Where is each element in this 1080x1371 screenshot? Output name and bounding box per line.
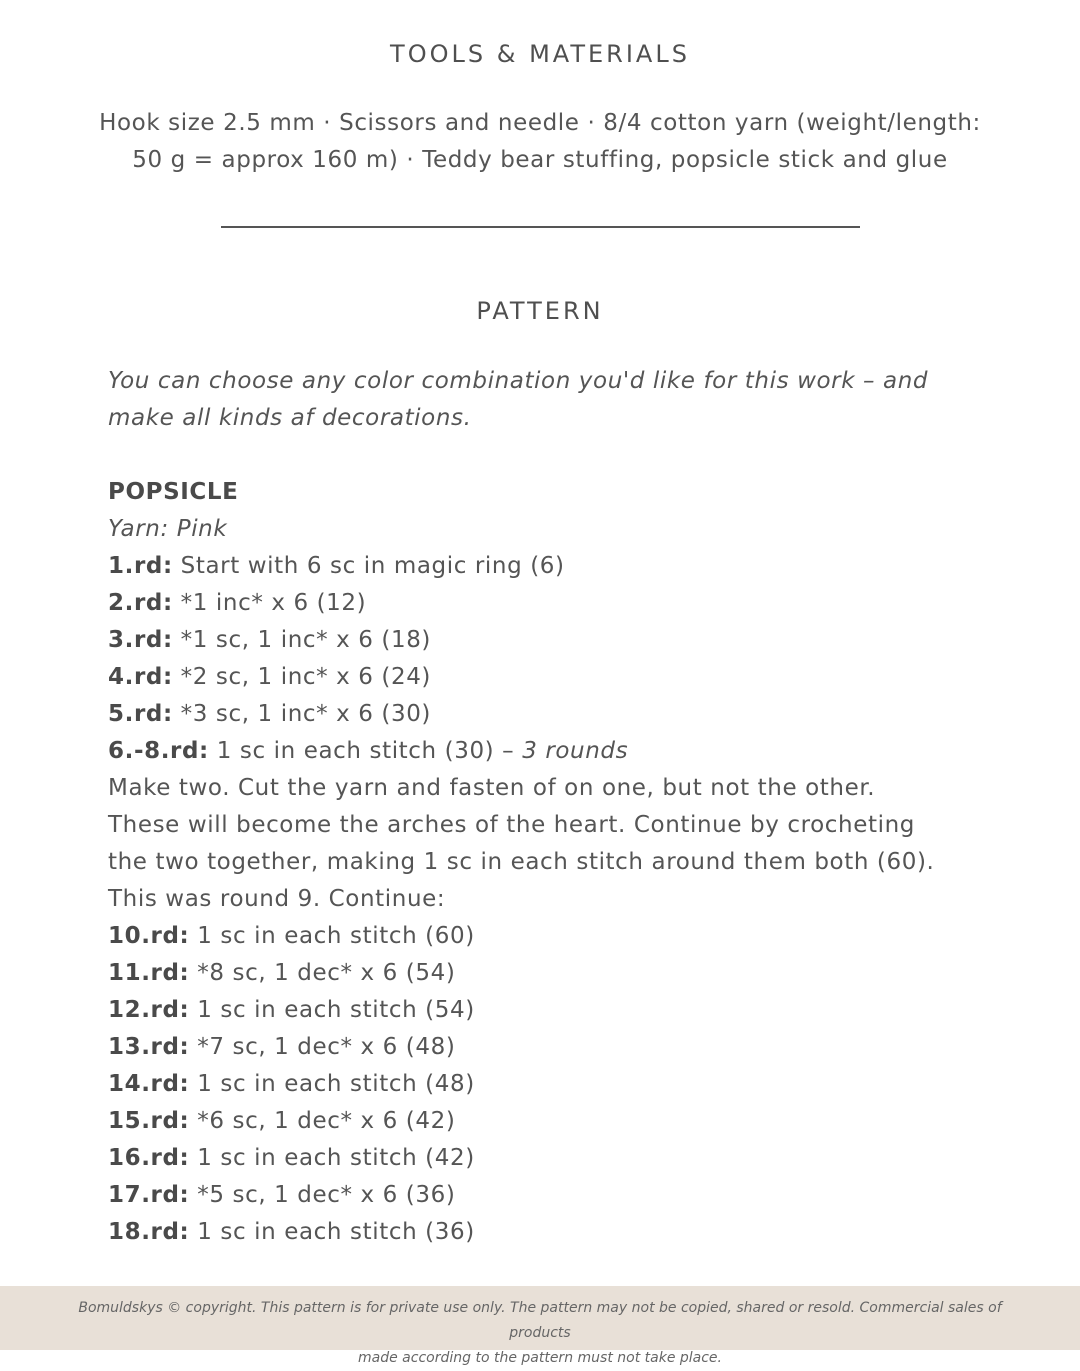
pattern-intro: [108, 363, 1008, 437]
round-row: [108, 918, 1008, 955]
round-row: [108, 659, 1008, 696]
round-label: 16.rd:: [108, 1145, 190, 1171]
yarn-color: Yarn: Pink: [108, 516, 228, 542]
round-row: [108, 1214, 1008, 1251]
round-text: *7 sc, 1 dec* x 6 (48): [189, 1034, 456, 1060]
round-text: *6 sc, 1 dec* x 6 (42): [189, 1108, 456, 1134]
intro-line: make all kinds af decorations.: [108, 405, 472, 431]
round-label: 3.rd:: [108, 627, 173, 653]
round-row: [108, 733, 1008, 770]
intro-line: You can choose any color combination you'd like for this work – and: [108, 368, 929, 394]
round-label: 6.-8.rd:: [108, 738, 209, 764]
note-line: These will become the arches of the heart. Continue by crocheting: [108, 812, 915, 838]
round-row: [108, 1029, 1008, 1066]
footer-line: Bomuldskys © copyright. This pattern is for private use only. The pattern may not be copied, shared or resold. Commercial sales of products: [78, 1300, 1002, 1341]
round-label: 13.rd:: [108, 1034, 190, 1060]
pattern-content: [108, 363, 1008, 1251]
materials-list: [40, 105, 1040, 179]
round-text: 1 sc in each stitch (48): [189, 1071, 475, 1097]
round-text: *2 sc, 1 inc* x 6 (24): [172, 664, 432, 690]
round-row: [108, 1140, 1008, 1177]
round-label: 2.rd:: [108, 590, 173, 616]
round-label: 14.rd:: [108, 1071, 190, 1097]
round-row: [108, 1103, 1008, 1140]
round-label: 1.rd:: [108, 553, 173, 579]
round-row: [108, 622, 1008, 659]
round-row: [108, 1066, 1008, 1103]
rounds-list-a: [108, 548, 1008, 770]
copyright-footer: [0, 1286, 1080, 1366]
round-text: 1 sc in each stitch (36): [189, 1219, 475, 1245]
instruction-note: [108, 770, 1008, 918]
round-text: 1 sc in each stitch (42): [189, 1145, 475, 1171]
round-label: 5.rd:: [108, 701, 173, 727]
round-text: 1 sc in each stitch (60): [189, 923, 475, 949]
round-label: 18.rd:: [108, 1219, 190, 1245]
round-text: 1 sc in each stitch (54): [189, 997, 475, 1023]
round-row: [108, 955, 1008, 992]
round-label: 15.rd:: [108, 1108, 190, 1134]
pattern-title: PATTERN: [476, 297, 604, 325]
round-text: 1 sc in each stitch (30) –: [208, 738, 523, 764]
footer-line: made according to the pattern must not take place.: [358, 1350, 722, 1366]
materials-line: 50 g = approx 160 m) · Teddy bear stuffing, popsicle stick and glue: [132, 147, 948, 173]
round-label: 4.rd:: [108, 664, 173, 690]
round-row: [108, 1177, 1008, 1214]
round-row: [108, 585, 1008, 622]
note-line: This was round 9. Continue:: [108, 886, 446, 912]
round-row: [108, 992, 1008, 1029]
note-line: the two together, making 1 sc in each stitch around them both (60).: [108, 849, 935, 875]
materials-line: Hook size 2.5 mm · Scissors and needle · 8/4 cotton yarn (weight/length:: [99, 110, 981, 136]
round-text: *8 sc, 1 dec* x 6 (54): [189, 960, 456, 986]
round-label: 10.rd:: [108, 923, 190, 949]
round-text: Start with 6 sc in magic ring (6): [172, 553, 565, 579]
section-divider: [221, 226, 860, 228]
round-label: 17.rd:: [108, 1182, 190, 1208]
round-row: [108, 696, 1008, 733]
round-text: *1 sc, 1 inc* x 6 (18): [172, 627, 432, 653]
round-text: *3 sc, 1 inc* x 6 (30): [172, 701, 432, 727]
round-text: *5 sc, 1 dec* x 6 (36): [189, 1182, 456, 1208]
note-line: Make two. Cut the yarn and fasten of on one, but not the other.: [108, 775, 876, 801]
round-text: *1 inc* x 6 (12): [172, 590, 367, 616]
round-label: 11.rd:: [108, 960, 190, 986]
section-heading-popsicle: POPSICLE: [108, 479, 239, 505]
tools-materials-title: TOOLS & MATERIALS: [390, 40, 690, 68]
round-label: 12.rd:: [108, 997, 190, 1023]
rounds-list-b: [108, 918, 1008, 1251]
round-row: [108, 548, 1008, 585]
round-note: 3 rounds: [522, 738, 629, 764]
